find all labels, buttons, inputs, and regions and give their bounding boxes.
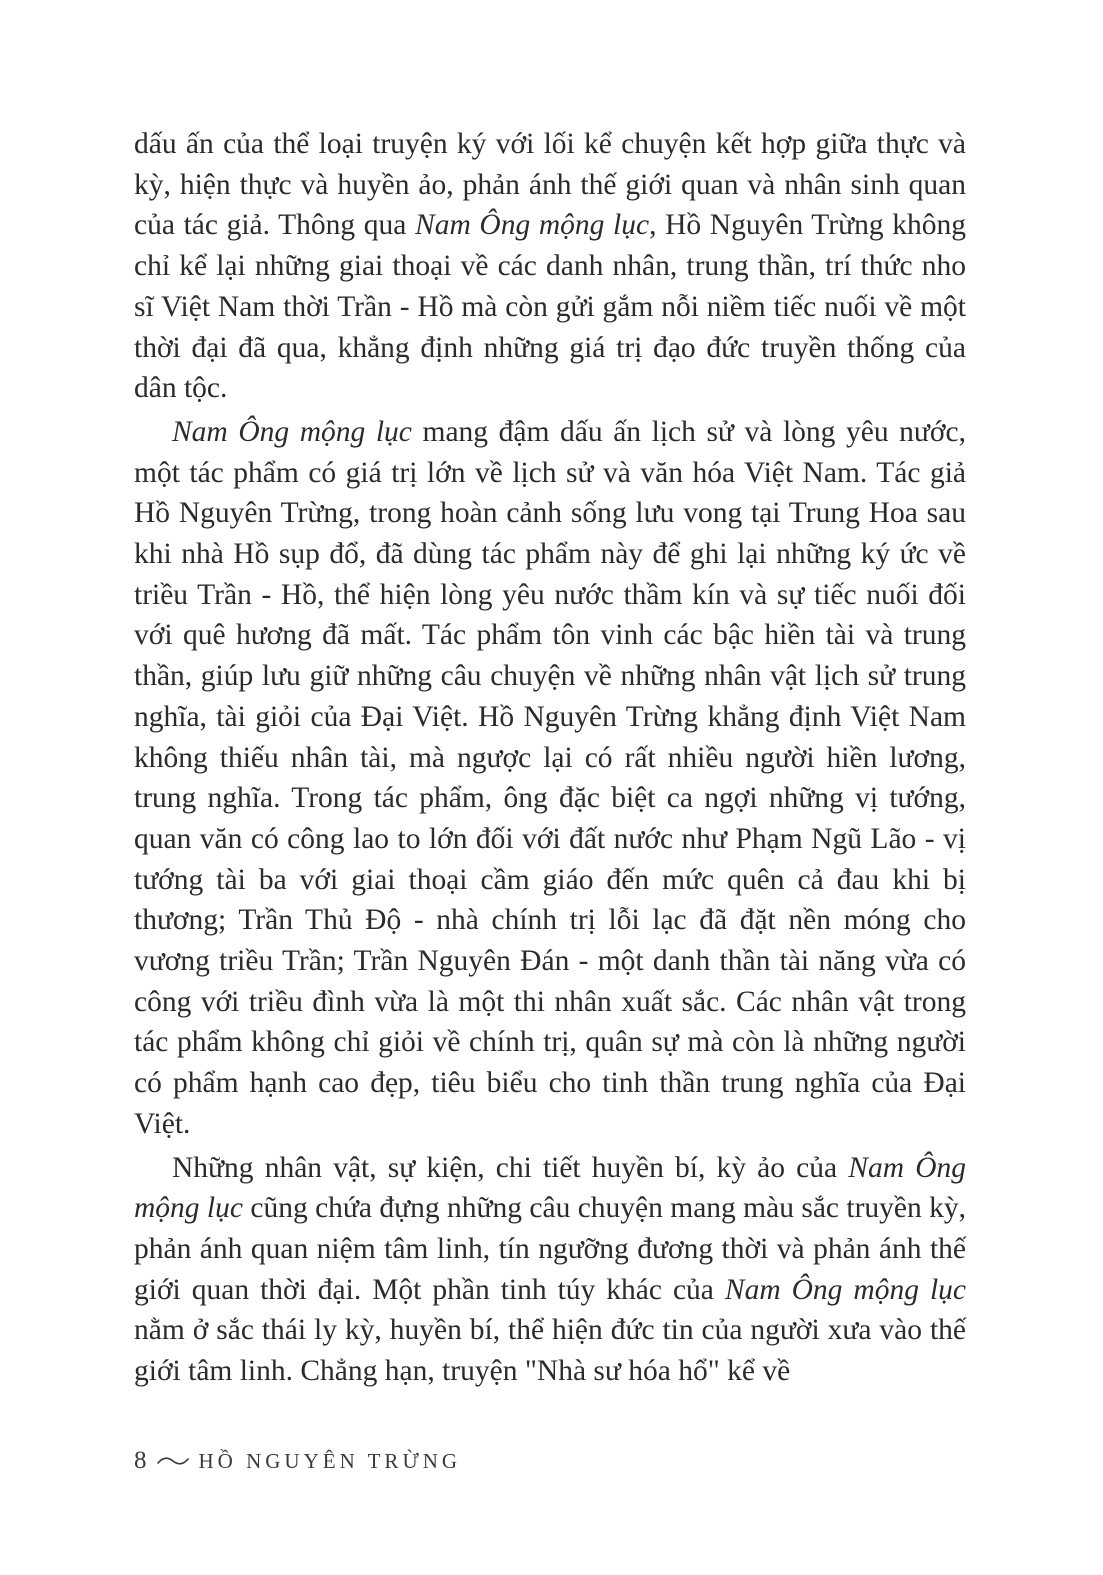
page-footer	[134, 1446, 461, 1476]
tilde-ornament-icon	[157, 1454, 189, 1468]
paragraph-3	[134, 1148, 966, 1392]
book-title-italic: Nam Ông mộng lục	[172, 415, 412, 448]
paragraph-2	[134, 412, 966, 1145]
text-segment: nằm ở sắc thái ly kỳ, huyền bí, thể hiện đức tin của người xưa vào thế giới tâm linh. Chẳng hạn, truyện "Nhà sư hóa hổ" kể về	[134, 1314, 966, 1388]
text-segment: cũng chứa đựng những câu chuyện mang màu sắc truyền kỳ, phản ánh quan niệm tâm linh, tín ngưỡng đương thời và phản ánh thế giới quan thời đại. Một phần tinh túy khác của	[134, 1192, 967, 1306]
author-name: HỒ NGUYÊN TRỪNG	[198, 1448, 462, 1473]
text-segment: dấu ấn của thể loại truyện ký với lối kể chuyện kết hợp giữa thực và kỳ, hiện thực và huyền ảo, phản ánh thế giới quan và nhân sinh quan của tác giả. Thông qua	[134, 128, 966, 242]
paragraph-1	[134, 124, 966, 409]
text-segment: Những nhân vật, sự kiện, chi tiết huyền bí, kỳ ảo của	[172, 1151, 849, 1184]
text-segment: , Hồ Nguyên Trừng không chỉ kể lại những giai thoại về các danh nhân, trung thần, trí thức nho sĩ Việt Nam thời Trần - Hồ mà còn gửi gắm nỗi niềm tiếc nuối về một thời đại đã qua, khẳng định những giá trị đạo đức truyền thống của dân tộc.	[134, 209, 966, 405]
text-segment: mang đậm dấu ấn lịch sử và lòng yêu nước, một tác phẩm có giá trị lớn về lịch sử và văn hóa Việt Nam. Tác giả Hồ Nguyên Trừng, trong hoàn cảnh sống lưu vong tại Trung Hoa sau khi nhà Hồ sụp đổ, đã dùng tác phẩm này để ghi lại những ký ức về triều Trần - Hồ, thể hiện lòng yêu nước thầm kín và sự tiếc nuối đối với quê hương đã mất. Tác phẩm tôn vinh các bậc hiền tài và trung thần, giúp lưu giữ những câu chuyện về những nhân vật lịch sử trung nghĩa, tài giỏi của Đại Việt. Hồ Nguyên Trừng khẳng định Việt Nam không thiếu nhân tài, mà ngược lại có rất nhiều người hiền lương, trung nghĩa. Trong tác phẩm, ông đặc biệt ca ngợi những vị tướng, quan văn có công lao to lớn đối với đất nước như Phạm Ngũ Lão - vị tướng tài ba với giai thoại cầm giáo đến mức quên cả đau khi bị thương; Trần Thủ Độ - nhà chính trị lỗi lạc đã đặt nền móng cho vương triều Trần; Trần Nguyên Đán - một danh thần tài năng vừa có công với triều đình vừa là một thi nhân xuất sắc. Các nhân vật trong tác phẩm không chỉ giỏi về chính trị, quân sự mà còn là những người có phẩm hạnh cao đẹp, tiêu biểu cho tinh thần trung nghĩa của Đại Việt.	[134, 415, 966, 1140]
page-number: 8	[134, 1447, 147, 1474]
book-title-italic: Nam Ông mộng lục	[415, 209, 650, 242]
book-title-italic: Nam Ông mộng lục	[724, 1273, 966, 1306]
page-body	[134, 124, 966, 1395]
book-title-italic: Nam Ông mộng lục	[134, 1151, 966, 1225]
